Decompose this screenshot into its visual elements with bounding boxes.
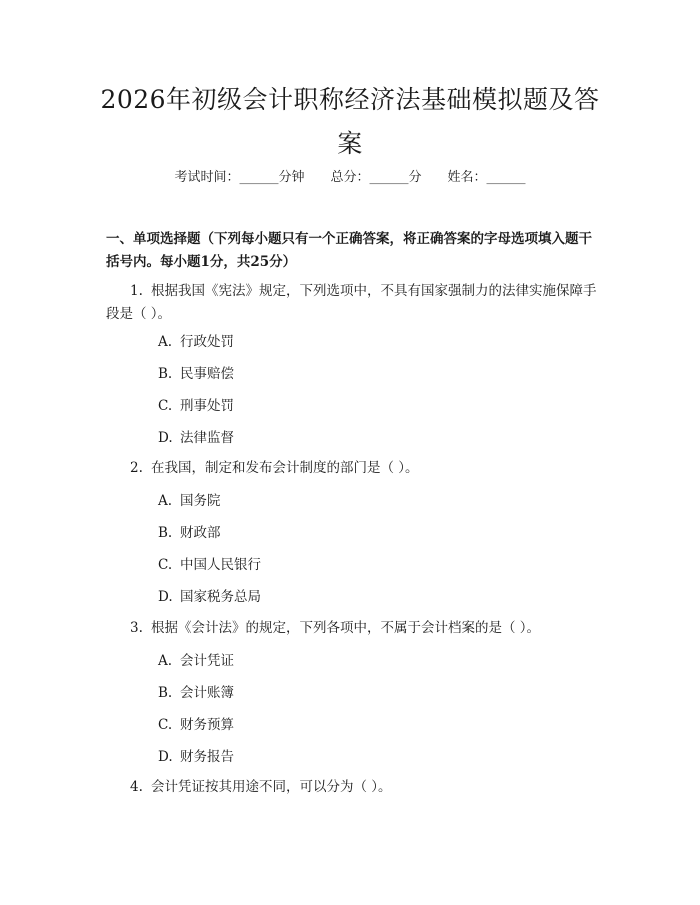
option-text: 国务院 [180, 493, 221, 509]
total-score-field: 总分：______分 [330, 170, 422, 185]
question-text: 在我国，制定和发布会计制度的部门是（ ）。 [151, 460, 419, 476]
option-text: 财务报告 [180, 749, 234, 765]
exam-time-field: 考试时间：______分钟 [174, 170, 305, 185]
question-number: 2. [130, 460, 143, 476]
option-text: 刑事处罚 [180, 398, 234, 414]
question-text: 根据《会计法》的规定，下列各项中，不属于会计档案的是（ ）。 [151, 620, 541, 636]
option-letter: C. [158, 717, 173, 733]
option-1b [158, 364, 234, 384]
option-letter: B. [158, 685, 173, 701]
option-1d [158, 428, 234, 448]
option-letter: D. [158, 749, 173, 765]
option-letter: B. [158, 366, 173, 382]
option-3d [158, 747, 234, 767]
question-2 [106, 457, 602, 480]
document-title: 2026年初级会计职称经济法基础模拟题及答案 [100, 85, 600, 158]
option-3b [158, 683, 234, 703]
question-text: 会计凭证按其用途不同，可以分为（ ）。 [151, 779, 392, 795]
option-text: 民事赔偿 [180, 366, 234, 382]
option-letter: D. [158, 430, 173, 446]
option-text: 财务预算 [180, 717, 234, 733]
option-letter: C. [158, 557, 173, 573]
exam-info [0, 168, 700, 188]
option-3a [158, 651, 234, 671]
option-2d [158, 587, 261, 607]
option-text: 国家税务总局 [180, 589, 261, 605]
option-letter: C. [158, 398, 173, 414]
question-1 [106, 280, 602, 326]
option-text: 法律监督 [180, 430, 234, 446]
option-1a [158, 332, 234, 352]
option-3c [158, 715, 234, 735]
option-letter: B. [158, 525, 173, 541]
section-heading: 一、单项选择题（下列每小题只有一个正确答案，将正确答案的字母选项填入题干括号内。每小题1分，共25分） [106, 231, 592, 270]
question-number: 3. [130, 620, 143, 636]
option-letter: A. [158, 653, 173, 669]
option-text: 会计账簿 [180, 685, 234, 701]
option-text: 会计凭证 [180, 653, 234, 669]
option-letter: A. [158, 493, 173, 509]
option-2b [158, 523, 221, 543]
question-4 [106, 776, 602, 799]
option-2c [158, 555, 261, 575]
question-number: 4. [130, 779, 143, 795]
name-field: 姓名：______ [447, 170, 526, 185]
option-letter: D. [158, 589, 173, 605]
option-text: 行政处罚 [180, 334, 234, 350]
question-text: 根据我国《宪法》规定，下列选项中，不具有国家强制力的法律实施保障手段是（ ）。 [106, 283, 597, 322]
option-letter: A. [158, 334, 173, 350]
option-1c [158, 396, 234, 416]
question-3 [106, 617, 602, 640]
option-2a [158, 491, 221, 511]
option-text: 中国人民银行 [180, 557, 261, 573]
option-text: 财政部 [180, 525, 221, 541]
question-number: 1. [130, 283, 143, 299]
